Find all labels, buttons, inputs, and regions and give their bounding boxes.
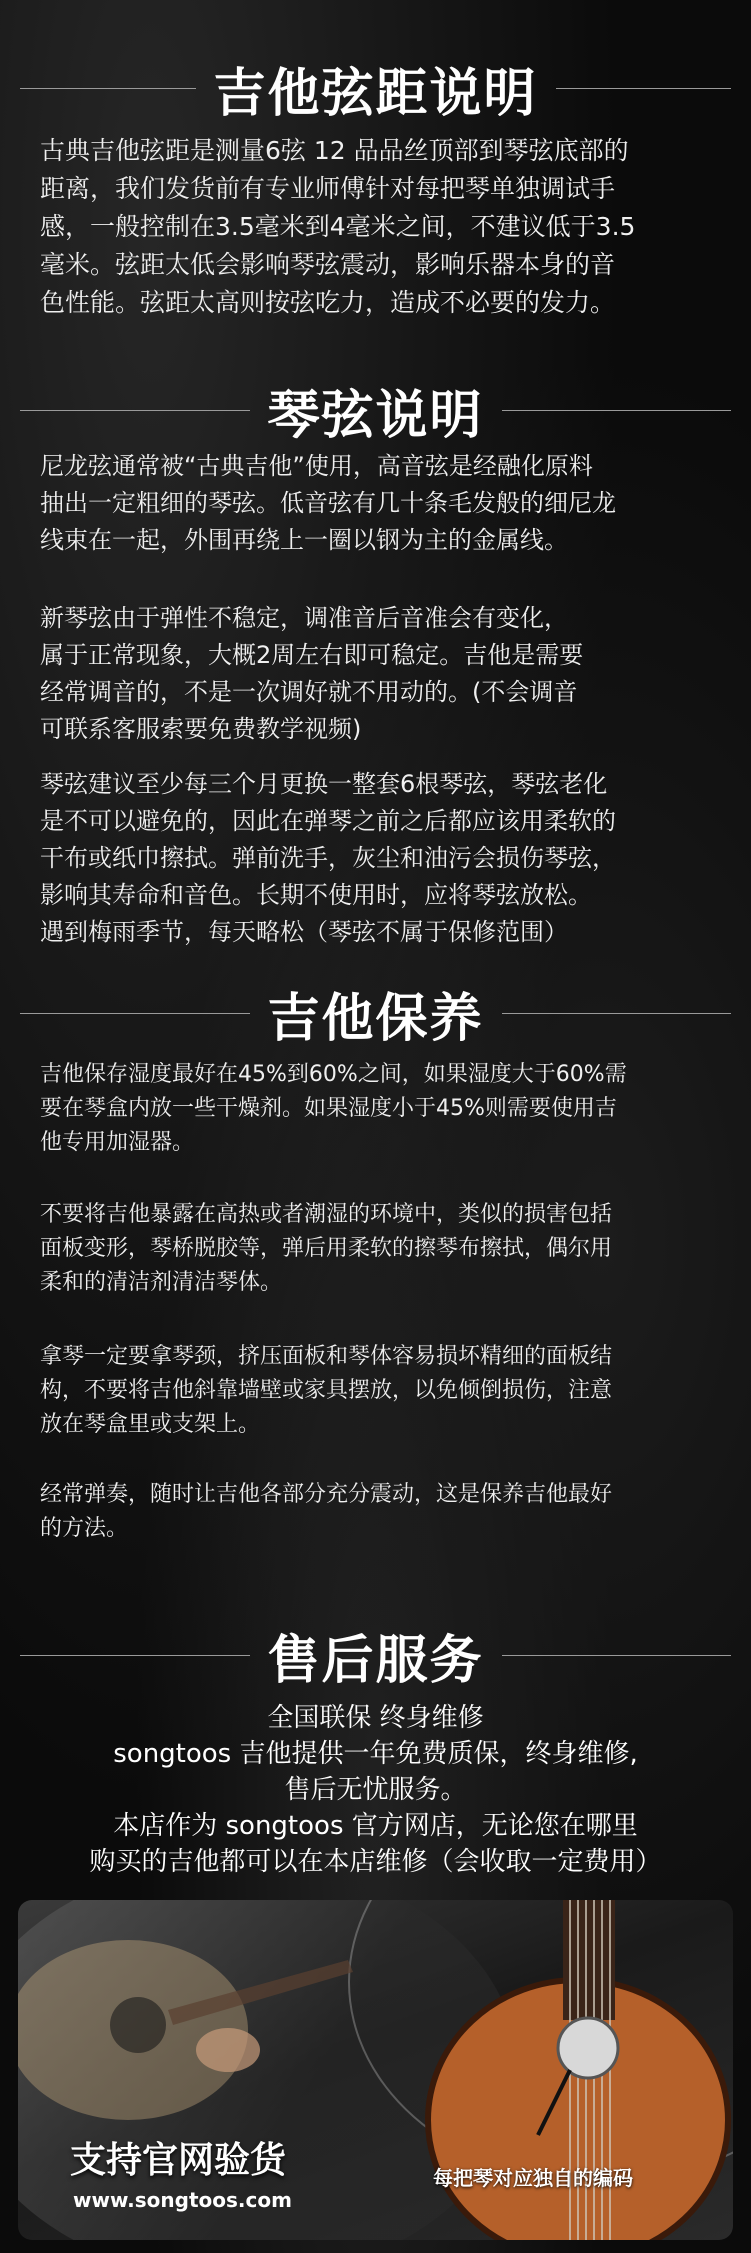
text-line: 售后无忧服务。 [284, 1775, 467, 1805]
text-line: 色性能。弦距太高则按弦吃力，造成不必要的发力。 [40, 288, 616, 317]
left-guitar-soundhole [110, 1997, 166, 2053]
heading-divider-left [20, 88, 196, 89]
heading-divider-right [502, 1013, 732, 1014]
heading-divider-right [502, 410, 732, 411]
strings-paragraph-2 [40, 600, 730, 748]
text-line: 拿琴一定要拿琴颈，挤压面板和琴体容易损坏精细的面板结 [40, 1344, 613, 1369]
text-line: 要在琴盒内放一些干燥剂。如果湿度小于45%则需要使用吉 [40, 1096, 617, 1121]
heading-divider-left [20, 410, 250, 411]
banner-headline: 支持官网验货 [70, 2140, 287, 2181]
text-line: 影响其寿命和音色。长期不使用时，应将琴弦放松。 [40, 881, 592, 909]
text-line: 购买的吉他都可以在本店维修（会收取一定费用） [89, 1847, 662, 1877]
text-line: 感，一般控制在3.5毫米到4毫米之间，不建议低于3.5 [40, 212, 636, 241]
strings-paragraph-1 [40, 448, 730, 559]
hand-shape [196, 2028, 260, 2072]
text-line: songtoos 吉他提供一年免费质保，终身维修, [113, 1739, 638, 1769]
text-line: 全国联保 终身维修 [267, 1703, 484, 1733]
heading-divider-right [556, 88, 732, 89]
text-line: 新琴弦由于弹性不稳定，调准音后音准会有变化， [40, 604, 568, 632]
banner-url: www.songtoos.com [73, 2188, 292, 2212]
section-title: 琴弦说明 [267, 385, 484, 446]
banner-caption: 每把琴对应独自的编码 [433, 2166, 633, 2190]
section-heading-care [0, 973, 751, 1053]
right-guitar-neck [563, 1900, 615, 2020]
text-line: 古典吉他弦距是测量6弦 12 品品丝顶部到琴弦底部的 [40, 136, 629, 165]
care-paragraph-1 [40, 1058, 730, 1160]
text-line: 柔和的清洁剂清洁琴体。 [40, 1270, 283, 1295]
text-line: 构，不要将吉他斜靠墙壁或家具摆放，以免倾倒损伤，注意 [40, 1378, 613, 1403]
strings-paragraph-3 [40, 766, 730, 951]
care-paragraph-4 [40, 1478, 730, 1546]
text-line: 放在琴盒里或支架上。 [40, 1412, 261, 1437]
heading-divider-left [20, 1013, 250, 1014]
text-line: 经常弹奏，随时让吉他各部分充分震动，这是保养吉他最好 [40, 1482, 613, 1507]
string-height-paragraph [40, 132, 730, 322]
text-line: 距离，我们发货前有专业师傅针对每把琴单独调试手 [40, 174, 616, 203]
text-line: 吉他保存湿度最好在45%到60%之间，如果湿度大于60%需 [40, 1062, 627, 1087]
serial-tag-icon [558, 2018, 618, 2078]
text-line: 干布或纸巾擦拭。弹前洗手，灰尘和油污会损伤琴弦， [40, 844, 616, 872]
text-line: 不要将吉他暴露在高热或者潮湿的环境中，类似的损害包括 [40, 1202, 613, 1227]
heading-divider-left [20, 1655, 250, 1656]
text-line: 遇到梅雨季节，每天略松（琴弦不属于保修范围） [40, 918, 568, 946]
section-heading-service [0, 1615, 751, 1695]
text-line: 面板变形，琴桥脱胶等，弹后用柔软的擦琴布擦拭，偶尔用 [40, 1236, 613, 1261]
text-line: 的方法。 [40, 1516, 129, 1541]
text-line: 可联系客服索要免费教学视频) [40, 715, 362, 743]
section-heading-string-height [0, 48, 751, 128]
section-heading-strings [0, 370, 751, 450]
text-line: 属于正常现象，大概2周左右即可稳定。吉他是需要 [40, 641, 584, 669]
section-title: 售后服务 [267, 1630, 484, 1691]
section-title: 吉他弦距说明 [213, 63, 538, 124]
text-line: 本店作为 songtoos 官方网店，无论您在哪里 [113, 1811, 638, 1841]
care-paragraph-2 [40, 1198, 730, 1300]
section-title: 吉他保养 [267, 988, 484, 1049]
text-line: 经常调音的，不是一次调好就不用动的。(不会调音 [40, 678, 578, 706]
text-line: 尼龙弦通常被“古典吉他”使用，高音弦是经融化原料 [40, 452, 593, 480]
service-text [0, 1700, 751, 1880]
verification-banner [18, 1900, 733, 2240]
text-line: 毫米。弦距太低会影响琴弦震动，影响乐器本身的音 [40, 250, 616, 279]
text-line: 是不可以避免的，因此在弹琴之前之后都应该用柔软的 [40, 807, 616, 835]
text-line: 他专用加湿器。 [40, 1130, 195, 1155]
care-paragraph-3 [40, 1340, 730, 1442]
text-line: 抽出一定粗细的琴弦。低音弦有几十条毛发般的细尼龙 [40, 489, 616, 517]
text-line: 线束在一起，外围再绕上一圈以钢为主的金属线。 [40, 526, 568, 554]
heading-divider-right [502, 1655, 732, 1656]
text-line: 琴弦建议至少每三个月更换一整套6根琴弦，琴弦老化 [40, 770, 608, 798]
